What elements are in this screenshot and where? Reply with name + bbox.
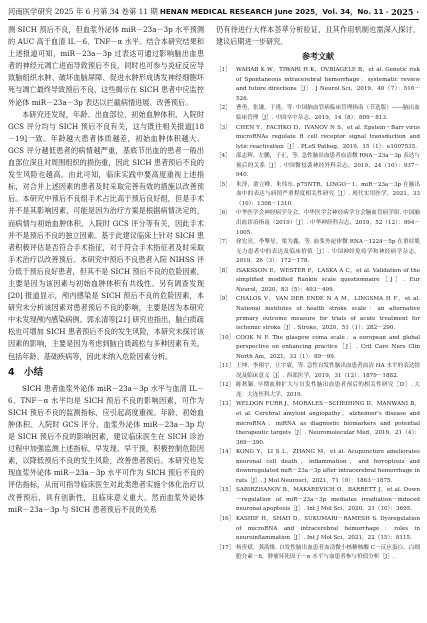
- page-number: · 2025 ·: [385, 6, 419, 17]
- reference-item: [216, 66, 420, 104]
- reference-number: ［11］: [216, 363, 235, 370]
- reference-item: [216, 400, 420, 448]
- reference-number: ［13］: [216, 401, 235, 408]
- body-paragraph: 本研究还发现，年龄、出血部位、初始血肿体积、入院时 GCS 评分均与 SICH 预后不良有关，这与既往相关报道[18－19]一致。年龄越大患者体质越差，初始血肿体积越大、GCS 评分越低患者的病情越严重，基底节出血的患者一般出血部位深且对周围组织的损伤重，因此 SICH 患者预后不良的发生风险也越高。由此可知，临床实践中要高度重视上述指标，对合并上述因素的患者及时采取完善有效的措施以改善预后。本研究中预后不良组手术占比高于预后良好组，但是手术并不是其影响因素，可能是因为治疗方案是根据病情决定的，而病情与初始血肿体积、入院时 GCS 评分等有关，因此手术并不是预后不良的独立因素。基于此建议临床上针对 SICH 患者积极评估是否符合手术指征，对于符合手术指征者及时采取手术治疗以改善预后。本研究中预后不良患者入院 NIHSS 评分低于预后良好患者，但其不是 SICH 预后不良的危险因素，主要是因为该因素与初始血肿体积有共线性。另有调查发现[20] 报道显示，颅内感染是 SICH 预后不良的危险因素，本研究未分析该因素对患者预后不良的影响，主要是因为本研究中未发现颅内感染病例。郭永清等[21] 研究也指出，脑白质疏松也可增加 SICH 患者预后不良的发生风险，本研究未探讨该因素的影响，主要是因为考虑到脑白质疏松与多种因素有关，包括年龄、基础疾病等，因此未纳入危险因素分析。: [8, 109, 204, 361]
- reference-item: [216, 181, 420, 210]
- reference-number: ［9］: [216, 296, 231, 303]
- reference-number: ［7］: [216, 239, 231, 246]
- reference-number: ［16］: [216, 515, 235, 522]
- reference-number: ［14］: [216, 449, 235, 456]
- reference-item: [216, 295, 420, 333]
- reference-number: ［10］: [216, 334, 235, 341]
- reference-item: [216, 104, 420, 123]
- reference-item: [216, 238, 420, 267]
- reference-text: KONG Y，LI S L，ZHANG M，et al. Acupuncture ameliorates neuronal cell death，inflammation，and ferroptosis and downregulated miR－23a－3p after intracerebral hemorrhage in rats［J］. J Mol Neurosci，2021，71（9）：1863－1875.: [236, 449, 420, 484]
- reference-text: WELDON FURR J，MORALES－SCHEIHING D，MANWANI B，et al. Cerebral amyloid angiopathy，alzheimer’s disease and microRNA：miRNA as diagnostic biomarkers and potential therapeutic targets［J］. Neuromolecular Med，2019，21（4）：369－390.: [236, 401, 420, 446]
- body-paragraph: 测 SICH 预后不良，但血浆外泌体 miR－23a－3p 水平预测的 AUC 高于血清 IL－6、TNF－α 水平。结合本研究结果和上述报道可知，miR－23a－3p 过表达可通过影响脑出血患者的神经元凋亡进而导致预后不良，同时也可参与炎症反应导致脑组织水肿、破坏血脑屏障、促进水肿形成诱发神经细胞坏死与凋亡最终导致预后不良，这些揭示在 SICH 患者中应监控外泌体 miR－23a－3p 表达以拦截病情进展、改善预后。: [8, 25, 204, 107]
- reference-number: ［12］: [216, 382, 235, 389]
- reference-list: [216, 66, 420, 562]
- reference-item: [216, 152, 420, 181]
- reference-number: ［1］: [216, 67, 231, 74]
- right-column: [216, 24, 420, 618]
- body-paragraph: 仍有待进行大样本荟萃分析验证，且其作用机制也需深入探讨，建议后期进一步研究。: [216, 25, 420, 47]
- reference-text: 徐宏亮，李擎星，梁为鑫，等. 血浆外泌体微 RNA－1224－5p 在重症肌无力患者中的表达及临床价值［J］. 中国神经免疫学和神经病学杂志，2019，26（3）：172－178.: [236, 239, 420, 265]
- reference-number: ［6］: [216, 210, 231, 217]
- reference-number: ［17］: [216, 544, 235, 551]
- reference-text: 邵志辉，左鹏，于正，等. 急性脑出血患者血清微 RNA－23a－3p 表达与预后的关系［J］. 中国微侵袭神经外科杂志，2019，24（10）：937－940.: [236, 153, 420, 179]
- journal-issue-cn: 河南医学研究 2025 年 6 月第 34 卷第 11 期: [8, 7, 158, 16]
- reference-text: CHEN Y，FACHKO D，IVANOV N S，et al. Epstein－Barr virus microRNAs regulate B cell receptor signal transduction and lytic reactivation［J］. PLoS Pathog，2019，15（1）：e1007535.: [236, 124, 420, 150]
- summary-paragraph: SICH 患者血浆外泌体 miR－23a－3p 水平与血清 IL－6、TNF－α 水平均是 SICH 预后不良的影响因素，可作为 SICH 预后不良的监测指标，应引起高度重视。年龄、初始血肿体积、入院时 GCS 评分、血浆外泌体 miR－23a－3p 均是 SICH 预后不良的影响因素，建议临床医生在 SICH 诊治过程中加强监测上述指标，早发现、早干预，积极控制危险因素，以降低预后不良的发生风险，改善患者预后。本研究也发现血浆外泌体 miR－23a－3p 水平可作为 SICH 预后不良的评估指标，从而可指导临床医生对此类患者实施个体化治疗以改善预后，具有创新性，且临床意义重大。然而血浆外泌体 miR－23a－3p 与 SICH 患者预后不良的关系: [8, 383, 204, 514]
- reference-number: ［4］: [216, 153, 231, 160]
- reference-text: WAHAB K W，TIWARI H K，OVBIAGELE B，et al. Genetic risk of Spontaneous intracerebral hemorrhage：systematic review and future directions［J］. J Neurol Sci，2019，40（7）：516－526.: [236, 67, 420, 102]
- reference-text: KASHIF H，SHAH D，SUKUMARI－RAMESH S. Dysregulation of microRNA and intracerebral hemorrhage：roles in neuroinflammation［J］. Int J Mol Sci，2021，22（15）：8115.: [236, 515, 420, 542]
- reference-text: 朱泽，俞立峰，朱伟东. p75NTR，LINGO－1，miR－23a－3p 在脑出血中的表达与病情严重程度相关性研究［J］. 现代实用医学，2021，33（10）：1308－1310.: [236, 181, 420, 207]
- reference-item: [216, 448, 420, 486]
- reference-text: CHALOS V，VAN DER ENDE N A M，LINGSMA H F，et al. National institutes of health stroke scale：an alternative primary outcome measure for trials of acute treatment for ischemic stroke［J］. Stroke，2020，51（1）：282－290.: [236, 296, 420, 332]
- journal-issue-en: HENAN MEDICAL RESEARCH June 2025，Vol. 34，No. 11: [159, 6, 384, 16]
- reference-number: ［2］: [216, 105, 231, 112]
- left-column: [8, 24, 204, 618]
- reference-item: [216, 544, 420, 563]
- section-heading-summary: 4 小结: [8, 366, 44, 378]
- reference-number: ［5］: [216, 181, 231, 188]
- reference-number: ［15］: [216, 487, 235, 494]
- reference-number: ［3］: [216, 124, 231, 131]
- running-header: [8, 5, 419, 18]
- reference-item: [216, 515, 420, 544]
- reference-item: [216, 209, 420, 238]
- reference-item: [216, 486, 420, 515]
- reference-item: [216, 124, 420, 153]
- reference-text: 曹勇，张谦，于洮，等. 中国脑血管病临床管理指南（节选版）——脑出血临床管理［J］. 中国卒中杂志，2019，14（8）：809－813.: [236, 105, 420, 122]
- reference-text: 陈秋颖. 早期血肿扩大与自发性脑出血患者预后的相关性研究［D］. 大连：大连医科大学，2019.: [236, 382, 420, 398]
- reference-text: 杨贵斌，龚韵维. 自发性脑出血患者血清微小核糖核酸 C－反应蛋白，白细胞介素－6，肿瘤坏死因子－α 水平与血患者参与价值分析［J］.: [236, 544, 420, 561]
- reference-item: [216, 381, 420, 400]
- reference-item: [216, 334, 420, 363]
- reference-item: [216, 267, 420, 296]
- reference-text: SABIRZHANOV B，MAKAREVICH O，BARRETT J，et al. Down－regulation of miR－23a－3p mediates irradiation－induced neuronal apoptosis［J］. Int J Mol Sci，2020，21（10）：3695.: [236, 487, 420, 513]
- reference-text: COOK N F. The glasgow coma scale：a european and global perspective on enhancing practice［J］. Crit Care Nurs Clin North Am，2021，33（1）：89－99.: [236, 334, 420, 360]
- reference-text: 中华医学会神经病学分会，中华医学会神经病学分会脑血管病学组. 中国脑出血诊治指南（2019）［J］. 中华神经科杂志，2019，52（12）：994－1005.: [236, 210, 420, 236]
- reference-item: [216, 362, 420, 381]
- reference-text: 王坤，李翔宇，汪宇寰，等. 急性自发性脑出血患者血清 HA 水平的表达情况及临床意义［J］. 西部医学，2019，31（12）：1879－1882.: [236, 363, 420, 379]
- header-rule: [8, 19, 419, 20]
- references-heading: 参考文献: [302, 52, 334, 62]
- reference-number: ［8］: [216, 267, 231, 274]
- reference-text: ISAKSSON E，WESTER P，LASKA A C，et al. Validation of the simplified modified Rankin scale questionnaire［J］. Eur Neurol，2020，83（5）：493－499.: [236, 267, 420, 293]
